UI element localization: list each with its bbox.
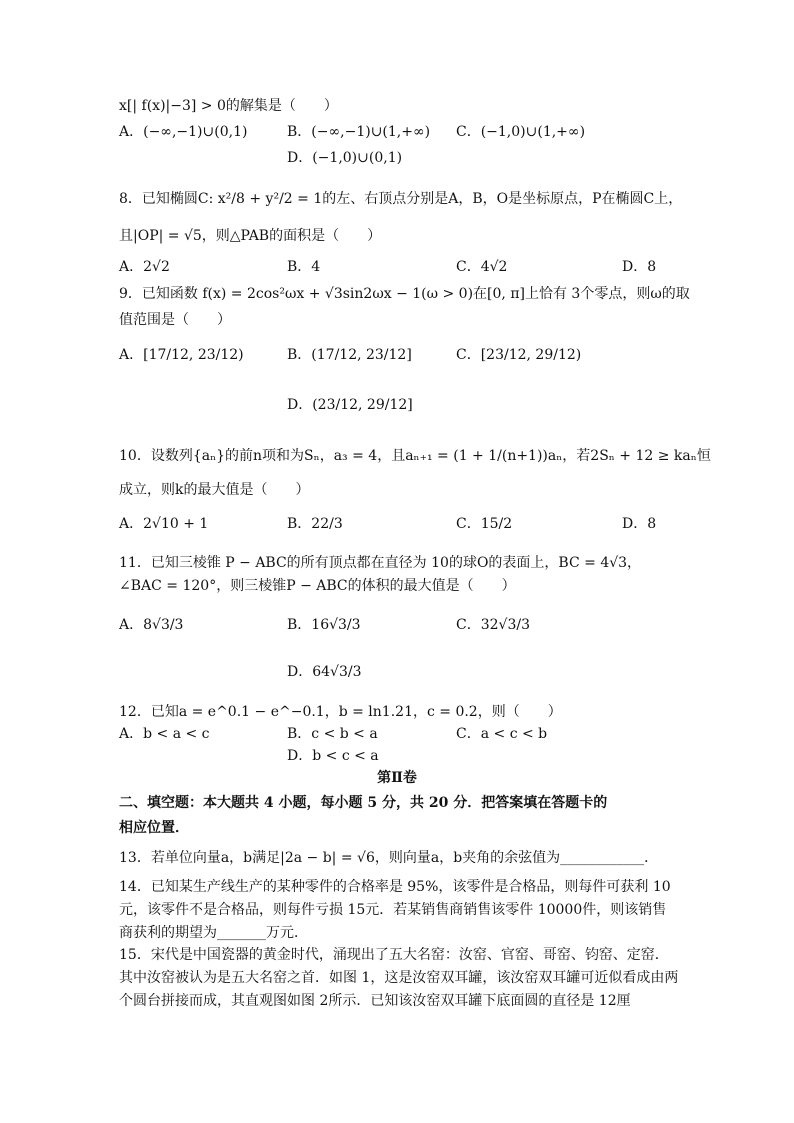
q7-option-d: D．(−1,0)∪(0,1) xyxy=(287,150,403,166)
q14-stem: 14．已知某生产线生产的某种零件的合格率是 95%，该零件是合格品，则每件可获利 10元，该零件不是合格品，则每件亏损 15元．若某销售商销售该零件 10000件，则该销售商获利的期望为_______万元． xyxy=(119,879,671,941)
q10-option-b: B．22/3 xyxy=(287,516,343,532)
section-two-heading-1: 二、填空题：本大题共 4 小题，每小题 5 分，共 20 分．把答案填在答题卡的 xyxy=(119,795,608,811)
q9-stem-2: 值范围是（ ） xyxy=(119,312,231,328)
q8-option-b: B．4 xyxy=(287,259,321,275)
q8-stem-1: 8．已知椭圆C: x²/8 + y²/2 = 1的左、右顶点分别是A，B，O是坐标原点，P在椭圆C上， xyxy=(119,191,683,207)
section-two-heading-2: 相应位置． xyxy=(119,820,189,836)
q9-option-d: D．(23/12, 29/12] xyxy=(287,397,413,413)
q11-option-b: B．16√3/3 xyxy=(287,617,361,633)
q11-stem-1: 11．已知三棱锥 P − ABC的所有顶点都在直径为 10的球O的表面上，BC = 4√3， xyxy=(119,555,642,571)
q11-option-a: A．8√3/3 xyxy=(119,617,184,633)
q15-stem: 15．宋代是中国瓷器的黄金时代，涌现出了五大名窑：汝窑、官窑、哥窑、钧窑、定窑．其中汝窑被认为是五大名窑之首．如图 1，这是汝窑双耳罐，该汝窑双耳罐可近似看成由两个圆台拼接而成，其直观图如图 2所示．已知该汝窑双耳罐下底面圆的直径是 12厘 xyxy=(119,947,679,1009)
part-two-heading: 第Ⅱ卷 xyxy=(377,770,417,786)
q11-option-c: C．32√3/3 xyxy=(456,617,530,633)
q7-option-a: A．(−∞,−1)∪(0,1) xyxy=(119,124,248,140)
q12-stem: 12．已知a = e^0.1 − e^−0.1，b = ln1.21，c = 0.2，则（ ） xyxy=(119,704,562,720)
q9-option-c: C．[23/12, 29/12) xyxy=(456,347,582,363)
q12-option-b: B．c < b < a xyxy=(287,726,378,742)
q7-option-c: C．(−1,0)∪(1,+∞) xyxy=(456,124,586,140)
q11-stem-2: ∠BAC = 120°，则三棱锥P − ABC的体积的最大值是（ ） xyxy=(119,578,516,594)
q9-stem-1: 9．已知函数 f(x) = 2cos²ωx + √3sin2ωx − 1(ω > 0)在[0, π]上恰有 3个零点，则ω的取 xyxy=(119,286,690,302)
q10-stem-1: 10．设数列{aₙ}的前n项和为Sₙ，a₃ = 4，且aₙ₊₁ = (1 + 1/(n+1))aₙ，若2Sₙ + 12 ≥ kaₙ恒 xyxy=(119,448,711,464)
q10-stem-2: 成立，则k的最大值是（ ） xyxy=(119,482,310,498)
q8-stem-2: 且|OP| = √5，则△PAB的面积是（ ） xyxy=(119,228,382,244)
q9-option-a: A．[17/12, 23/12) xyxy=(119,347,244,363)
q12-option-d: D．b < c < a xyxy=(287,748,379,764)
q7-option-b: B．(−∞,−1)∪(1,+∞) xyxy=(287,124,431,140)
q8-option-d: D．8 xyxy=(622,259,657,275)
q10-option-c: C．15/2 xyxy=(456,516,513,532)
q9-option-b: B．(17/12, 23/12] xyxy=(287,347,412,363)
q12-option-a: A．b < a < c xyxy=(119,726,210,742)
q13-stem: 13．若单位向量a，b满足|2a − b| = √6，则向量a，b夹角的余弦值为____________． xyxy=(119,850,659,866)
q7-tail: x[| f(x)|−3] > 0的解集是（ ） xyxy=(119,98,338,114)
q11-option-d: D．64√3/3 xyxy=(287,664,362,680)
q8-option-a: A．2√2 xyxy=(119,259,170,275)
q10-option-a: A．2√10 + 1 xyxy=(119,516,209,532)
q12-option-c: C．a < c < b xyxy=(456,726,548,742)
q10-option-d: D．8 xyxy=(622,516,657,532)
q8-option-c: C．4√2 xyxy=(456,259,508,275)
